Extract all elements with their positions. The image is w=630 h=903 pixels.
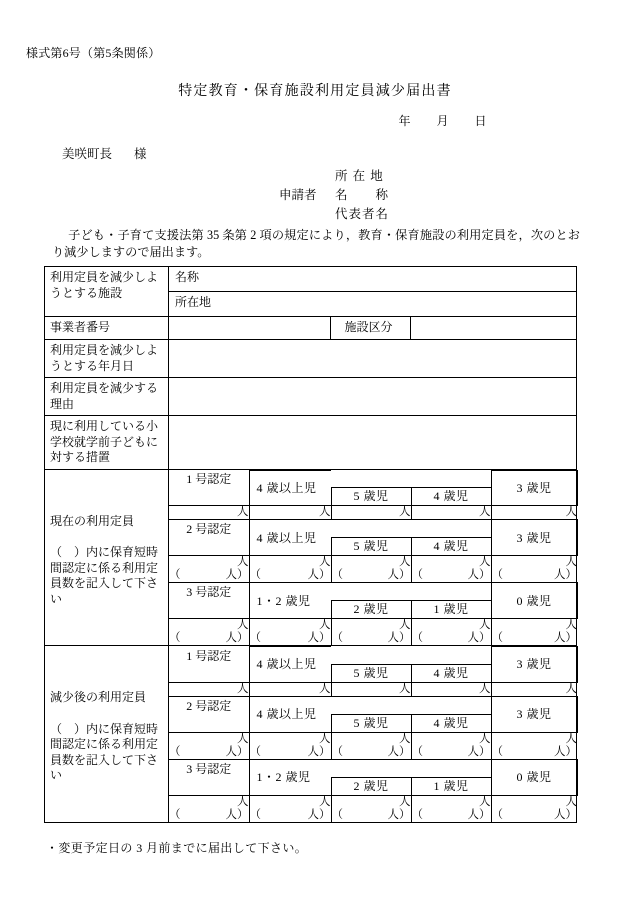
value-cell-1-3-after[interactable]: 人 bbox=[411, 682, 491, 696]
value-cell-2-1-after[interactable]: 人 （ 人） bbox=[249, 732, 331, 758]
value-cell-3-1-after[interactable]: 人 （ 人） bbox=[249, 795, 331, 821]
facility-type-label-cell bbox=[331, 317, 411, 340]
value-cell-3-1-current[interactable]: 人 （ 人） bbox=[249, 619, 331, 644]
value-cell-3-3-after[interactable]: 人 （ 人） bbox=[411, 795, 491, 821]
decrease-reason-label: 利用定員を減少する理由 bbox=[50, 381, 159, 411]
operator-number-value bbox=[169, 317, 330, 323]
group-header-3-current: 1・2 歳児 bbox=[249, 583, 331, 619]
value-cell-2-4-current[interactable]: 人 （ 人） bbox=[491, 556, 577, 581]
sub-header-2a-current: 5 歳児 bbox=[331, 538, 411, 556]
nintei-label-2-after: 2 号認定 bbox=[169, 696, 249, 732]
facility-label-cell bbox=[45, 267, 169, 317]
nintei-label-3-after: 3 号認定 bbox=[169, 759, 249, 795]
value-cell-2-1-current[interactable]: 人 （ 人） bbox=[249, 556, 331, 581]
nintei-label-1-current: 1 号認定 bbox=[169, 470, 249, 506]
value-cell-1-4-current[interactable]: 人 bbox=[491, 506, 577, 520]
table-row-facility-name bbox=[45, 267, 577, 292]
current-children-measure-value bbox=[169, 416, 576, 422]
value-cell-3-4-current[interactable]: 人 （ 人） bbox=[491, 619, 577, 644]
table-row-current-children-measure bbox=[45, 416, 577, 470]
facility-name-cell[interactable] bbox=[169, 267, 577, 292]
date-line bbox=[0, 112, 630, 129]
value-cell-1-0-current[interactable]: 人 bbox=[169, 506, 249, 520]
capacity-label-main-after: 減少後の利用定員 bbox=[50, 690, 147, 704]
applicant-row-representative bbox=[0, 204, 630, 223]
capacity-row-2-after bbox=[169, 696, 578, 759]
capacity-values-1-after bbox=[169, 682, 577, 696]
value-cell-1-2-after[interactable]: 人 bbox=[331, 682, 411, 696]
sub-header-3a-current: 2 歳児 bbox=[331, 601, 411, 619]
value-cell-1-2-current[interactable]: 人 bbox=[331, 506, 411, 520]
value-cell-2-2-current[interactable]: 人 （ 人） bbox=[331, 556, 411, 581]
capacity-row-1-after bbox=[169, 646, 578, 696]
value-cell-1-0-after[interactable]: 人 bbox=[169, 682, 249, 696]
capacity-label-note-after: （ ）内に保育短時間認定に係る利用定員数を記入して下さい bbox=[50, 721, 159, 782]
date-month-label: 月 bbox=[436, 114, 449, 128]
capacity-label-main-current: 現在の利用定員 bbox=[50, 513, 135, 528]
value-cell-2-4-after[interactable]: 人 （ 人） bbox=[491, 732, 577, 758]
addressee bbox=[62, 144, 147, 162]
facility-address-cell[interactable] bbox=[169, 292, 577, 317]
decrease-date-value bbox=[169, 340, 576, 346]
tail-header-1-current: 3 歳児 bbox=[491, 470, 577, 506]
group-header-2-current: 4 歳以上児 bbox=[249, 520, 331, 556]
value-cell-3-3-current[interactable]: 人 （ 人） bbox=[411, 619, 491, 644]
sub-header-1a-current: 5 歳児 bbox=[331, 488, 411, 506]
operator-number-value-cell[interactable] bbox=[169, 317, 331, 340]
group-header-1-after: 4 歳以上児 bbox=[249, 647, 331, 683]
intro-text: 子ども・子育て支援法第 35 条第 2 項の規定により，教育・保育施設の利用定員を，次のとおり減少しますので届出ます。 bbox=[52, 228, 580, 259]
applicant-address-label: 所 在 地 bbox=[335, 169, 384, 183]
value-cell-2-2-after[interactable]: 人 （ 人） bbox=[331, 732, 411, 758]
facility-name-label: 名称 bbox=[175, 270, 200, 284]
facility-label: 利用定員を減少しようとする施設 bbox=[50, 270, 159, 300]
value-cell-3-2-after[interactable]: 人 （ 人） bbox=[331, 795, 411, 821]
sub-header-2a-after: 5 歳児 bbox=[331, 714, 411, 732]
capacity-block-after bbox=[45, 646, 577, 823]
sub-header-1a-after: 5 歳児 bbox=[331, 664, 411, 682]
table-row-operator-number bbox=[45, 317, 577, 340]
sub-header-2b-current: 4 歳児 bbox=[411, 538, 491, 556]
capacity-grid-after bbox=[169, 646, 577, 823]
applicant-representative-label: 代表者名 bbox=[335, 207, 390, 221]
value-cell-2-0-after[interactable]: 人 （ 人） bbox=[169, 732, 249, 758]
value-cell-1-1-after[interactable]: 人 bbox=[249, 682, 331, 696]
operator-number-label: 事業者番号 bbox=[50, 320, 111, 334]
value-cell-3-2-current[interactable]: 人 （ 人） bbox=[331, 619, 411, 644]
capacity-values-2-after bbox=[169, 732, 577, 759]
form-number: 様式第6号（第5条関係） bbox=[26, 46, 161, 60]
date-day-label: 日 bbox=[474, 114, 487, 128]
value-cell-3-4-after[interactable]: 人 （ 人） bbox=[491, 795, 577, 821]
applicant-row-address bbox=[0, 166, 630, 185]
operator-number-label-cell bbox=[45, 317, 169, 340]
capacity-grid-current bbox=[169, 469, 577, 646]
group-header-3-after: 1・2 歳児 bbox=[249, 759, 331, 795]
main-form-table bbox=[44, 266, 577, 823]
capacity-label-cell-after bbox=[45, 646, 169, 823]
capacity-values-2-current bbox=[169, 556, 577, 583]
value-cell-2-3-after[interactable]: 人 （ 人） bbox=[411, 732, 491, 758]
tail-header-2-current: 3 歳児 bbox=[491, 520, 577, 556]
applicant-label: 申請者 bbox=[279, 188, 317, 202]
capacity-values-3-after bbox=[169, 795, 577, 822]
nintei-label-2-current: 2 号認定 bbox=[169, 520, 249, 556]
addressee-honorific: 様 bbox=[134, 147, 147, 161]
capacity-row-3-current bbox=[169, 582, 578, 645]
tail-header-3-after: 0 歳児 bbox=[491, 759, 577, 795]
footer-note: ・変更予定日の 3 月前までに届出して下さい。 bbox=[46, 841, 308, 855]
decrease-reason-value bbox=[169, 378, 576, 384]
current-children-measure-value-cell[interactable] bbox=[169, 416, 577, 470]
decrease-date-label-cell bbox=[45, 340, 169, 378]
nintei-label-3-current: 3 号認定 bbox=[169, 583, 249, 619]
capacity-row-3-after bbox=[169, 759, 578, 822]
table-row-decrease-reason bbox=[45, 378, 577, 416]
value-cell-2-0-current[interactable]: 人 （ 人） bbox=[169, 556, 249, 581]
current-children-measure-label: 現に利用している小学校就学前子どもに対する措置 bbox=[50, 419, 159, 464]
decrease-date-label: 利用定員を減少しようとする年月日 bbox=[50, 343, 159, 373]
sub-header-3b-current: 1 歳児 bbox=[411, 601, 491, 619]
value-cell-3-0-after[interactable]: 人 （ 人） bbox=[169, 795, 249, 821]
facility-type-value-cell[interactable] bbox=[411, 317, 577, 340]
page-title: 特定教育・保育施設利用定員減少届出書 bbox=[178, 84, 452, 99]
capacity-values-1-current bbox=[169, 506, 577, 520]
facility-type-value bbox=[411, 317, 576, 323]
facility-type-label: 施設区分 bbox=[344, 320, 393, 334]
tail-header-3-current: 0 歳児 bbox=[491, 583, 577, 619]
group-header-2-after: 4 歳以上児 bbox=[249, 696, 331, 732]
capacity-label-cell-current bbox=[45, 469, 169, 646]
sub-header-3b-after: 1 歳児 bbox=[411, 777, 491, 795]
group-header-1-current: 4 歳以上児 bbox=[249, 470, 331, 506]
decrease-date-value-cell[interactable] bbox=[169, 340, 577, 378]
capacity-values-3-current bbox=[169, 619, 577, 646]
sub-header-1b-after: 4 歳児 bbox=[411, 664, 491, 682]
value-cell-2-3-current[interactable]: 人 （ 人） bbox=[411, 556, 491, 581]
applicant-row-name bbox=[0, 185, 630, 204]
intro-paragraph bbox=[52, 227, 580, 261]
applicant-block bbox=[0, 166, 630, 223]
applicant-name-label: 名 称 bbox=[335, 188, 390, 202]
facility-address-label: 所在地 bbox=[175, 295, 212, 309]
capacity-block-current bbox=[45, 469, 577, 646]
capacity-label-note-current: （ ）内に保育短時間認定に係る利用定員数を記入して下さい bbox=[50, 545, 159, 606]
current-children-measure-label-cell bbox=[45, 416, 169, 470]
addressee-name: 美咲町長 bbox=[62, 147, 113, 161]
capacity-row-1-current bbox=[169, 470, 578, 520]
decrease-reason-label-cell bbox=[45, 378, 169, 416]
decrease-reason-value-cell[interactable] bbox=[169, 378, 577, 416]
value-cell-1-1-current[interactable]: 人 bbox=[249, 506, 331, 520]
value-cell-1-3-current[interactable]: 人 bbox=[411, 506, 491, 520]
sub-header-3a-after: 2 歳児 bbox=[331, 777, 411, 795]
tail-header-2-after: 3 歳児 bbox=[491, 696, 577, 732]
tail-header-1-after: 3 歳児 bbox=[491, 647, 577, 683]
sub-header-2b-after: 4 歳児 bbox=[411, 714, 491, 732]
capacity-row-2-current bbox=[169, 519, 578, 582]
value-cell-3-0-current[interactable]: 人 （ 人） bbox=[169, 619, 249, 644]
table-row-decrease-date bbox=[45, 340, 577, 378]
value-cell-1-4-after[interactable]: 人 bbox=[491, 682, 577, 696]
sub-header-1b-current: 4 歳児 bbox=[411, 488, 491, 506]
date-year-label: 年 bbox=[398, 114, 411, 128]
nintei-label-1-after: 1 号認定 bbox=[169, 647, 249, 683]
